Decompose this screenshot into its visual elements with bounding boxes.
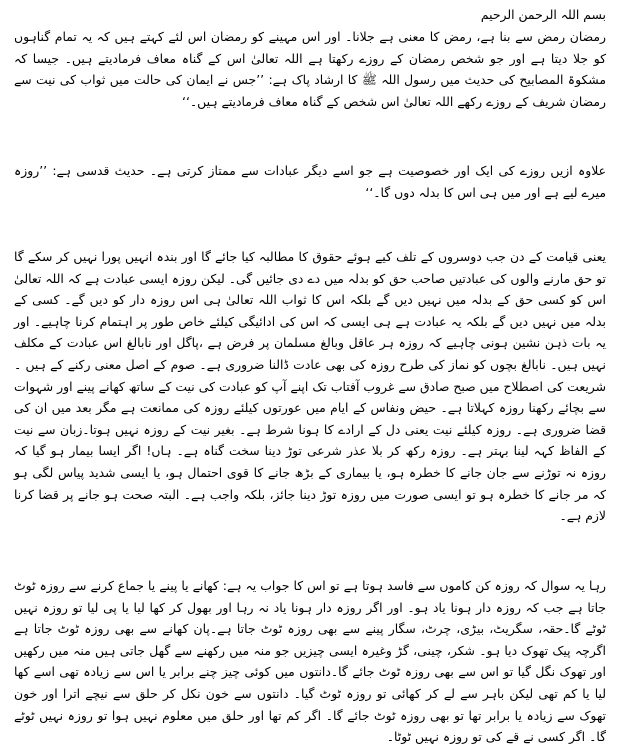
paragraph-ramadan-meaning: رمضان رمض سے بنا ہے، رمض کا معنی ہے جلانا۔ اور اس مہینے کو رمضان اس لئے کہتے ہیں کہ یہ تمام گناہوں کو جلا دیتا ہے اور جو شخص رمضان کے روزے رکھتا ہے اللہ تعالیٰ اس کے گناہ معاف فرمادیتے ہیں۔ جیسا کہ مشکوۃ المصابیح کی حدیث میں رسول اللہ ﷺ کا ارشاد پاک ہے: ’’جس نے ایمان کی حالت میں ثواب کی نیت سے رمضان شریف کے روزے رکھے اللہ تعالیٰ اس شخص کے گناہ معاف فرمادیتے ہیں۔‘‘ <box>14 29 606 109</box>
paragraph-fasting-rulings: یعنی قیامت کے دن جب دوسروں کے تلف کیے ہوئے حقوق کا مطالبہ کیا جائے گا اور بندہ انہیں پورا نہیں کر سکے گا تو حق مارنے والوں کی عبادتیں صاحب حق کو بدلہ میں دے دی جائیں گی۔ لیکن روزہ ایسی عبادت ہے کہ اللہ تعالیٰ اس کو کسی حق کے بدلہ میں نہیں دیں گے بلکہ اس کا ثواب اللہ تعالیٰ ہی اس روزہ دار کو دیں گے۔ کسی کے بدلہ میں نہیں دیں گے بلکہ یہ عبادت ہے ہی ایسی کہ اس کی ادائیگی کیلئے خاص طور پر اہتمام کرنا چاہیے۔ اور یہ بات ذہن نشین ہونی چاہیے کہ روزہ ہر عاقل وبالغ مسلمان پر فرض ہے ،پاگل اور نابالغ اس عبادت کے مکلف نہیں ہیں۔ نابالغ بچوں کو نماز کی طرح روزہ کی بھی عادت ڈالنا ضروری ہے۔ صوم کے اصل معنی رکنے کے ہیں ۔شریعت کی اصطلاح میں صبح صادق سے غروب آفتاب تک اپنے آپ کو عبادت کی نیت کے ساتھ کھانے پینے اور شہوات سے بچائے رکھنا روزہ کہلاتا ہے۔ حیض ونفاس کے ایام میں عورتوں کیلئے روزہ کی ممانعت ہے مگر بعد میں ان کی قضا ضروری ہے۔ روزہ کیلئے نیت یعنی دل کے ارادے کا ہونا شرط ہے۔ بغیر نیت کے روزہ نہیں ہوتا۔زبان سے نیت کے الفاظ کہہ لینا بہتر ہے۔ روزہ رکھ کر بلا عذر شرعی توڑ دینا سخت گناہ ہے۔ ہاں! اگر ایسا بیمار ہو گیا کہ روزہ نہ توڑنے سے جان جانے کا خطرہ ہو، یا بیماری کے بڑھ جانے کا قوی احتمال ہو، یا ایسی شدید پیاس لگی ہو کہ مر جانے کا خطرہ ہو تو ایسی صورت میں روزہ توڑ دینا جائز، بلکہ واجب ہے۔ البتہ صحت ہو جانے پر قضا کرنا لازم ہے۔ <box>14 249 606 524</box>
paragraph-fast-breakers: رہا یہ سوال کہ روزہ کن کاموں سے فاسد ہوتا ہے تو اس کا جواب یہ ہے: کھانے یا پینے یا جماع کرنے سے روزہ ٹوٹ جاتا ہے جب کہ روزہ دار ہونا یاد ہو۔ اور اگر روزہ دار ہونا یاد نہ رہا اور بھول کر کھا لیا یا پی لیا تو روزہ نہیں ٹوٹے گا۔حقہ، سگریٹ، بیڑی، چرٹ، سگار پینے سے بھی روزہ ٹوٹ جاتا ہے۔پان کھانے سے بھی روزہ ٹوٹ جاتا ہے اگرچہ پیک تھوک دیا ہو۔ شکر، چینی، گڑ وغیرہ ایسی چیزیں جو منہ میں رکھنے سے گھل جاتی ہیں منہ میں رکھیں اور تھوک نگل گیا تو اس سے بھی روزہ ٹوٹ جائے گا۔دانتوں میں کوئی چیز چنے برابر یا اس سے زیادہ تھی اسے کھا لیا یا کم تھی لیکن باہر سے لے کر کھائی تو روزہ ٹوٹ گیا۔ دانتوں سے خون نکل کر حلق سے نیچے اترا اور خون تھوک سے زیادہ یا برابر تھا تو بھی روزہ ٹوٹ جائے گا۔ اگر کم تھا اور حلق میں معلوم نہیں ہوا تو روزہ نہیں ٹوٹے گا۔ اگر کسی نے قے کی تو روزہ نہیں ٹوٹا۔ <box>14 578 606 745</box>
basmala-heading: بسم اللہ الرحمن الرحیم <box>480 7 606 22</box>
paragraph-hadith-qudsi: علاوہ ازیں روزے کی ایک اور خصوصیت ہے جو اسے دیگر عبادات سے ممتاز کرتی ہے۔ حدیث قدسی ہے: ’’روزہ میرے لیے ہے اور میں ہی اس کا بدلہ دوں گا۔‘‘ <box>14 163 606 200</box>
